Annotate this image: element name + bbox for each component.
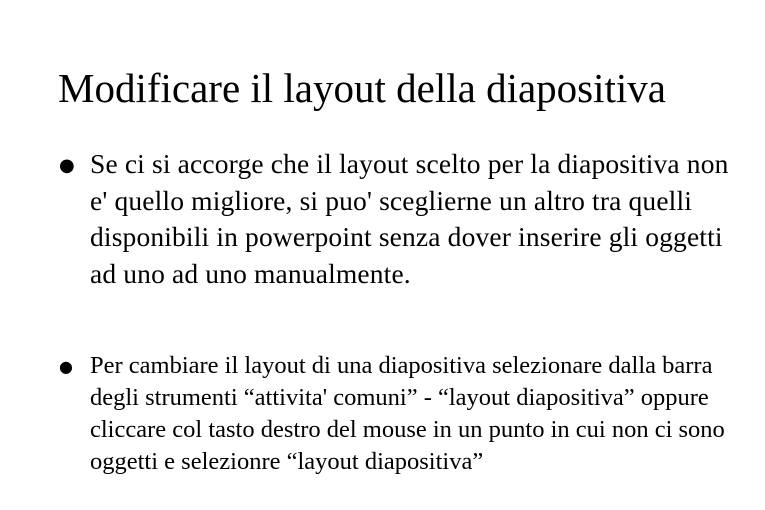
bullet-marker: ● bbox=[59, 357, 73, 376]
slide-title: Modificare il layout della diapositiva bbox=[58, 65, 666, 111]
bullet-marker: ● bbox=[59, 155, 75, 176]
bullet-text: Se ci si accorge che il layout scelto per la diapositiva non e' quello migliore, si puo' sceglierne un altro tra quelli disponibili in powerpoint senza dover inserire gli oggetti ad uno ad uno manualmente. bbox=[90, 148, 729, 289]
bullet-text: Per cambiare il layout di una diapositiva selezionare dalla barra degli strumenti “attivita' comuni” - “layout diapositiva” oppure cliccare col tasto destro del mouse in un punto in cui non ci sono oggetti e selezionre “layout diapositiva” bbox=[90, 352, 725, 475]
